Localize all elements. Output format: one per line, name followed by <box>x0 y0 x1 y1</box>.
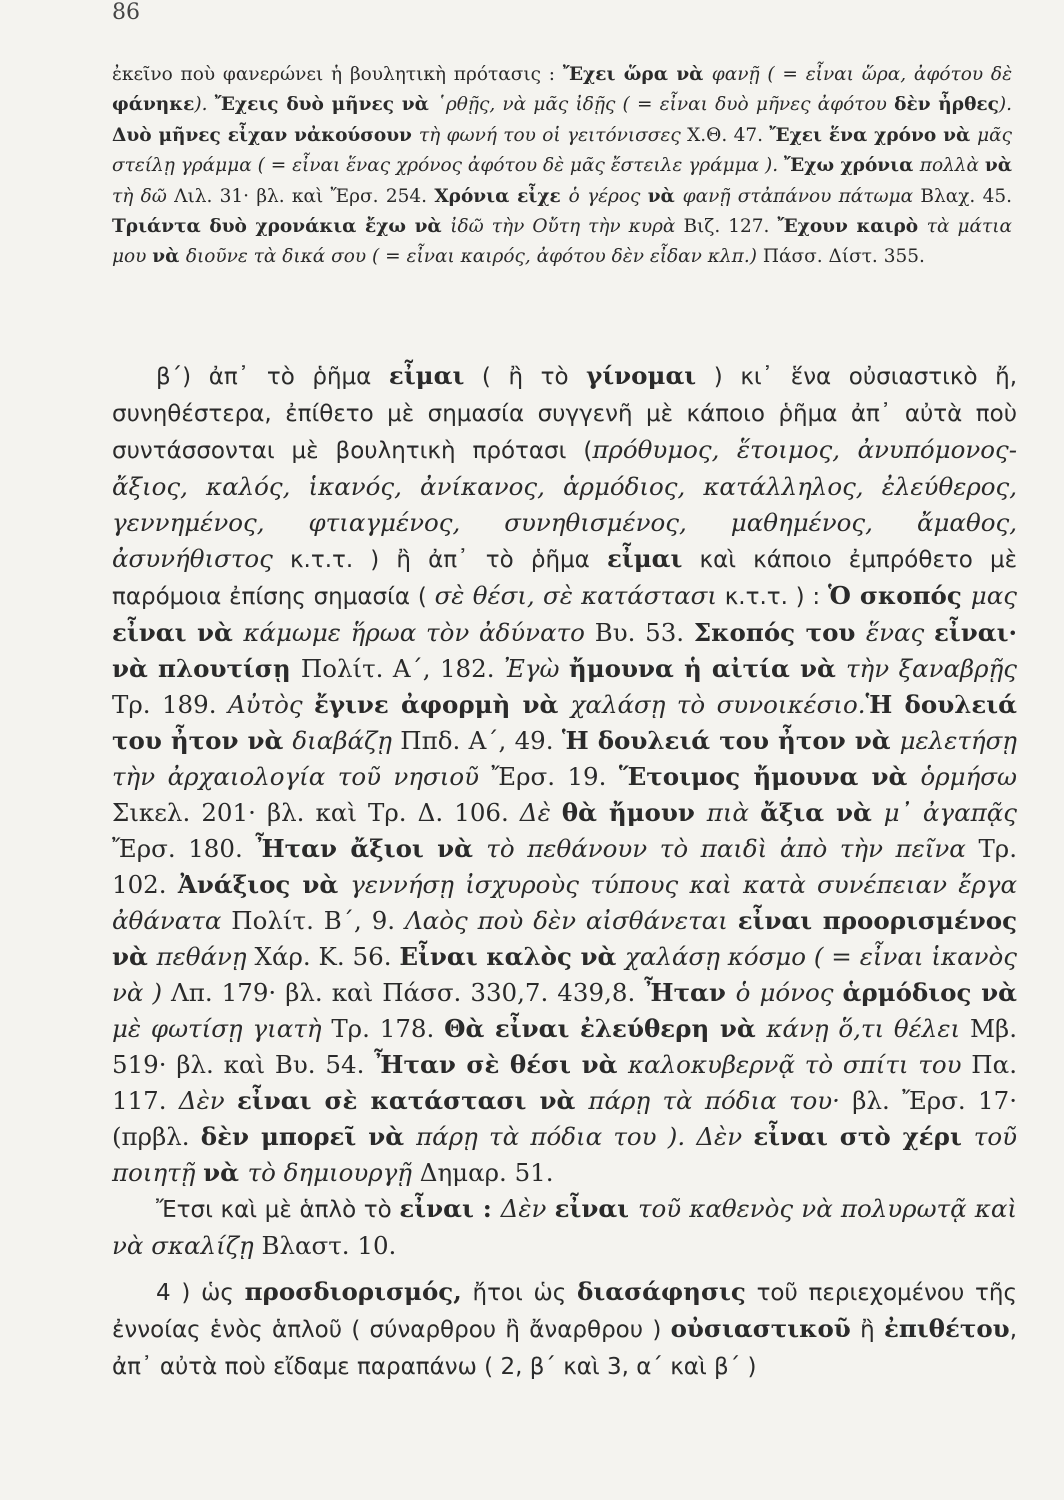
body-italic-run: τοῦ καθενὸς νὰ πολυρωτᾷ καὶ νὰ σκαλίζῃ <box>112 1194 1018 1260</box>
body-text-run: Πα. 117. <box>112 1050 1017 1115</box>
body-text-run: καὶ κάποιο ἐμπρόθετο μὲ παρόμοια ἐπίσης σημασία ( <box>112 547 1018 610</box>
body-text-run: Πολίτ. Α΄, 182. <box>300 654 504 683</box>
small-bold-run: Δυὸ μῆνες εἶχαν νἀκούσουν <box>112 124 419 146</box>
body-italic-run: σὲ θέσι, σὲ κατάστασι <box>434 581 717 610</box>
body-text-run: ἤτοι ὡς <box>461 1280 578 1306</box>
body-bold-run: εἶναι· νὰ πλουτίσῃ <box>112 618 1017 683</box>
main-text-body <box>112 358 1017 1385</box>
body-text-run: Μβ. 519· βλ. καὶ Βυ. 54. <box>112 1014 1017 1079</box>
body-bold-run: οὐσιαστικοῦ <box>670 1314 851 1343</box>
body-text-run: Πολίτ. Β΄, 9. <box>231 906 405 935</box>
body-text-run: Δημαρ. 51. <box>419 1158 554 1187</box>
body-italic-run: Δὲν <box>178 1086 237 1115</box>
body-italic-run: διαβάζῃ <box>292 726 401 755</box>
small-italic-run: πολλὰ <box>919 155 985 177</box>
body-bold-run: εἶναι προορισμένος νὰ <box>112 906 1017 971</box>
paragraph <box>112 1274 1017 1385</box>
small-bold-run: Χρόνια εἶχε <box>434 185 569 207</box>
body-italic-run: χαλάσῃ τὸ συνοικέσιο. <box>570 690 866 719</box>
small-text-run: Βλαχ. 45. <box>920 185 1013 207</box>
small-text-run: Λιλ. 31· βλ. καὶ Ἔρσ. 254. <box>174 185 435 207</box>
small-italic-run: φανῇ στἀπάνου πάτωμα <box>682 185 921 207</box>
body-bold-run: Ἕτοιμος ἤμουνα νὰ <box>618 762 921 791</box>
body-text-run: Ππδ. Α΄, 49. <box>400 726 562 755</box>
body-text-run: βλ. Ἔρσ. 17· (πρβλ. <box>112 1086 1018 1151</box>
body-italic-run: Ἐγὼ <box>503 654 569 683</box>
small-bold-run: Τριάντα δυὸ χρονάκια ἔχω νὰ <box>112 216 451 238</box>
body-italic-run: γεννήσῃ ἰσχυροὺς τύπους καὶ κατὰ συνέπειαν ἔργα ἀθάνατα <box>112 870 1017 935</box>
small-italic-run: ). <box>998 94 1013 116</box>
body-italic-run: Δὲν <box>500 1194 555 1223</box>
body-text-run: κ.τ.τ. ) ἢ ἀπ᾿ τὸ ῥῆμα <box>272 547 607 573</box>
body-italic-run: τὴν ξαναβρῇς <box>846 654 1017 683</box>
body-bold-run: Σκοπός του <box>693 618 866 647</box>
small-italic-run: μᾶς στείλῃ γράμμα ( = εἶναι ἕνας χρόνος ἀφότου δὲ μᾶς ἔστειλε γράμμα ). <box>112 124 1013 177</box>
body-italic-run: Δὲ <box>519 798 562 827</box>
body-text-run: Τρ. 178. <box>331 1014 445 1043</box>
body-italic-run: τοῦ ποιητῇ <box>112 1122 1017 1187</box>
small-text-run: Πάσσ. Δίστ. 355. <box>762 246 925 268</box>
small-bold-run: Ἔχει ἕνα χρόνο νὰ <box>769 124 978 146</box>
body-bold-run: θὰ ἤμουν <box>561 798 707 827</box>
body-text-run: 4 ) ὡς <box>156 1280 245 1306</box>
body-text-run: Τρ. 189. <box>112 690 228 719</box>
small-bold-run: δὲν ἦρθες <box>894 94 999 116</box>
body-text-run: β΄) ἀπ᾿ τὸ ῥῆμα <box>156 364 389 390</box>
body-text-run: , ἀπ᾿ αὐτὰ ποὺ εἴδαμε παραπάνω ( 2, β΄ καὶ 3, α΄ καὶ β΄ ) <box>112 1317 1017 1380</box>
body-text-run: κ.τ.τ. ) : <box>716 584 828 610</box>
body-italic-run: κάνῃ ὅ,τι θέλει <box>766 1014 970 1043</box>
body-bold-run: δὲν μπορεῖ νὰ <box>200 1122 417 1151</box>
small-italic-run: τὰ μάτια μου <box>112 216 1012 268</box>
body-text-run: Τρ. 102. <box>112 834 1017 899</box>
body-text-run: Ἔρσ. 180. <box>112 834 256 863</box>
body-bold-run: εἶναι <box>554 1194 638 1223</box>
body-text-run: ἢ <box>850 1317 884 1343</box>
body-text-run: Ἔτσι καὶ μὲ ἁπλὸ τὸ <box>156 1197 400 1223</box>
body-bold-run: ἤμουνα ἡ αἰτία νὰ <box>568 654 846 683</box>
body-text-run: Χάρ. Κ. 56. <box>254 942 400 971</box>
body-text-run: τοῦ περιεχομένου τῆς ἐννοίας ἑνὸς ἁπλοῦ ( σύναρθρου ἢ ἄναρθρου ) <box>112 1280 1017 1343</box>
body-bold-run: Ὁ σκοπός <box>827 581 971 610</box>
small-italic-run: τὴ φωνή του οἱ γειτόνισσες <box>418 124 688 146</box>
body-bold-run: προσδιορισμός, <box>244 1277 462 1306</box>
small-bold-run: Ἔχεις δυὸ μῆνες νὰ <box>214 94 437 116</box>
body-text-run: ) κι᾿ ἕνα οὐσιαστικὸ ἤ, συνηθέστερα, ἐπίθετο μὲ σημασία συγγενῆ μὲ κάποιο ῥῆμα ἀπ᾿ αὐτὰ ποὺ συντάσσονται μὲ βουλητικὴ πρότασι ( <box>112 364 1018 464</box>
small-italic-run: ὁ γέρος <box>568 185 648 207</box>
small-italic-run: τὴ δῶ <box>112 185 175 207</box>
body-bold-run: ἄξια νὰ <box>760 798 884 827</box>
page-number: 86 <box>112 0 140 25</box>
small-text-run: Χ.Θ. 47. <box>687 124 770 146</box>
body-italic-run: πρόθυμος, ἕτοιμος, ἀνυπόμονος-ἄξιος, καλός, ἱκανός, ἀνίκανος, ἁρμόδιος, κατάλληλος, ἐλεύθερος, γεννημένος, φτιαγμένος, συνηθισμένος, μαθημένος, ἄμαθος, ἀσυνήθιστος <box>112 435 1017 573</box>
small-text-run: Βιζ. 127. <box>683 216 778 238</box>
body-italic-run: πάρῃ τὰ πόδια του ). Δὲν <box>416 1122 754 1151</box>
paragraph <box>112 1191 1017 1264</box>
body-italic-run: μὲ φωτίσῃ γιατὴ <box>112 1014 332 1043</box>
body-italic-run: ἕνας <box>865 618 934 647</box>
small-italic-run: ῾ρθῇς, νὰ μᾶς ἰδῇς ( = εἶναι δυὸ μῆνες ἀφότου <box>436 94 895 116</box>
body-bold-run: Ἦταν ἄξιοι νὰ <box>255 834 487 863</box>
body-italic-run: μελετήσῃ τὴν ἀρχαιολογία τοῦ νησιοῦ <box>112 726 1017 791</box>
body-italic-run: Λαὸς ποὺ δὲν αἰσθάνεται <box>404 906 738 935</box>
small-bold-run: Ἔχουν καιρὸ <box>777 216 927 238</box>
small-text-run: ἐκεῖνο ποὺ φανερώνει ἡ βουλητικὴ πρότασις : <box>112 64 563 85</box>
small-bold-run: νὰ <box>647 185 683 207</box>
body-italic-run: μας <box>970 581 1017 610</box>
body-bold-run: νὰ <box>203 1158 248 1187</box>
body-bold-run: ἁρμόδιος νὰ <box>842 978 1017 1007</box>
body-italic-run: μ᾿ ἀγαπᾷς <box>883 798 1017 827</box>
body-text-run: Σικελ. 201· βλ. καὶ Τρ. Δ. 106. <box>112 798 520 827</box>
body-bold-run: Ἡ δουλειά του ἦτον νὰ <box>561 726 900 755</box>
body-bold-run: Θὰ εἶναι ἐλεύθερη νὰ <box>444 1014 767 1043</box>
body-text-run: Λπ. 179· βλ. καὶ Πάσσ. 330,7. 439,8. <box>171 978 645 1007</box>
small-bold-run: Ἔχει ὥρα νὰ <box>562 64 712 85</box>
body-bold-run: ἔγινε ἀφορμὴ νὰ <box>313 690 571 719</box>
small-bold-run: νὰ <box>152 246 186 268</box>
body-bold-run: ἐπιθέτου <box>883 1314 1010 1343</box>
body-bold-run: εἶναι στὸ χέρι <box>753 1122 974 1151</box>
body-text-run: Βυ. 53. <box>594 618 694 647</box>
body-bold-run: Ἦταν σὲ θέσι νὰ <box>374 1050 628 1079</box>
body-bold-run: εἶμαι <box>388 361 465 390</box>
body-bold-run: Ἦταν <box>644 978 736 1007</box>
body-italic-run: κάμωμε ἥρωα τὸν ἀδύνατο <box>243 618 595 647</box>
body-text-run: ( ἢ τὸ <box>464 364 587 390</box>
body-italic-run: πεθάνῃ <box>156 942 255 971</box>
small-italic-run: ἰδῶ τὴν Οὔτη τὴν κυρὰ <box>450 216 684 238</box>
body-bold-run: εἶναι νὰ <box>112 618 244 647</box>
body-italic-run: πιὰ <box>706 798 761 827</box>
body-italic-run: τὸ δημιουργῇ <box>247 1158 420 1187</box>
body-italic-run: τὸ πεθάνουν τὸ παιδὶ ἀπὸ τὴν πεῖνα <box>486 834 979 863</box>
body-italic-run: ὁρμήσω <box>920 762 1017 791</box>
body-bold-run: εἶμαι <box>606 544 683 573</box>
body-bold-run: Ἀνάξιος νὰ <box>177 870 351 899</box>
body-bold-run: Εἶναι καλὸς νὰ <box>399 942 626 971</box>
body-bold-run: Ἡ δουλειά του ἦτον νὰ <box>112 690 1017 755</box>
body-bold-run: διασάφησις <box>577 1277 746 1306</box>
body-italic-run: χαλάσῃ κόσμο ( = εἶναι ἱκανὸς νὰ ) <box>112 942 1017 1007</box>
small-italic-run: ). <box>194 94 215 116</box>
body-italic-run: πάρῃ τὰ πόδια του· <box>588 1086 853 1115</box>
body-text-run: Ἔρσ. 19. <box>491 762 619 791</box>
small-print-paragraph <box>112 60 1012 273</box>
small-bold-run: νὰ <box>984 155 1012 177</box>
body-italic-run: ὁ μόνος <box>735 978 843 1007</box>
small-bold-run: Ἔχω χρόνια <box>784 155 920 177</box>
body-text-run: Βλαστ. 10. <box>261 1231 397 1260</box>
small-bold-run: φάνηκε <box>112 94 195 116</box>
small-italic-run: φανῇ ( = εἶναι ὥρα, ἀφότου δὲ <box>711 64 1013 85</box>
body-italic-run: καλοκυβερνᾷ τὸ σπίτι του <box>627 1050 972 1079</box>
body-bold-run: εἶναι σὲ κατάστασι νὰ <box>236 1086 589 1115</box>
small-italic-run: διοῦνε τὰ δικά σου ( = εἶναι καιρός, ἀφότου δὲν εἶδαν κλπ.) <box>185 246 763 268</box>
body-italic-run: Αὐτὸς <box>227 690 314 719</box>
body-bold-run: εἶναι : <box>399 1194 501 1223</box>
paragraph <box>112 358 1017 1191</box>
body-bold-run: γίνομαι <box>586 361 697 390</box>
